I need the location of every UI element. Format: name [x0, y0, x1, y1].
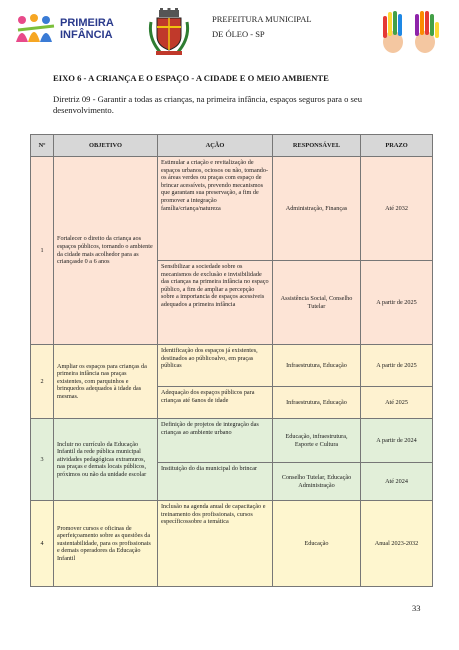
- prefeitura-line1: PREFEITURA MUNICIPAL: [212, 14, 312, 24]
- row-number: 3: [31, 419, 54, 501]
- acao-cell: Adequação dos espaços públicos para crianças até 6anos de idade: [158, 387, 273, 419]
- logo-line1: PRIMEIRA: [60, 17, 114, 29]
- responsavel-cell: Educação, infraestrutura, Esporte e Cultura: [273, 419, 361, 463]
- responsavel-cell: Infraestrutura, Educação: [273, 345, 361, 387]
- acao-cell: Sensibilizar a sociedade sobre os mecanismos de exclusão e invisibilidade das crianças na primeira infância no espaço público, a fim de ampliar a percepção sobre a importancia de espaços acessiveis adequados a primeira infância: [158, 261, 273, 345]
- responsavel-cell: Infraestrutura, Educação: [273, 387, 361, 419]
- municipal-crest-icon: [148, 8, 190, 56]
- row-number: 4: [31, 501, 54, 587]
- diretriz-text: Diretriz 09 - Garantir a todas as crianças, na primeira infância, espaços seguros para o seu desenvolvimento.: [53, 94, 363, 115]
- prazo-cell: Até 2032: [361, 157, 433, 261]
- table-row: [31, 345, 433, 387]
- prazo-cell: Até 2025: [361, 387, 433, 419]
- row-number: 2: [31, 345, 54, 419]
- objetivo-cell: Ampliar os espaços para crianças da primeira infância nas praças existentes, com parquinhos e brinquedos adequados à idade das mesmas.: [54, 345, 158, 419]
- eixo-title: EIXO 6 - A CRIANÇA E O ESPAÇO - A CIDADE E O MEIO AMBIENTE: [53, 73, 329, 83]
- header-num: Nº: [31, 135, 54, 157]
- prefeitura-name: [212, 12, 312, 42]
- children-figures-icon: [14, 12, 58, 46]
- page-header: [0, 0, 459, 62]
- objetivo-cell: Incluir no currículo da Educação Infantil da rede pública municipal atividades pedagógicas extramuros, nas praças e demais locais públicos, próximos ou não da unidade escolar: [54, 419, 158, 501]
- prazo-cell: A partir de 2025: [361, 261, 433, 345]
- acao-cell: Inclusão na agenda anual de capacitação e treinamento dos profissionais, cursos específicossobre a temática: [158, 501, 273, 587]
- header-acao: AÇÃO: [158, 135, 273, 157]
- responsavel-cell: Educação: [273, 501, 361, 587]
- objetivo-cell: Fortalecer o direito da criança aos espaços públicos, tornando o ambiente da cidade mais acolhedor para as criançasde 0 a 6 anos: [54, 157, 158, 345]
- prazo-cell: Até 2024: [361, 463, 433, 501]
- acao-cell: Identificação dos espaços já existentes, destinados ao públicoalvo, em praças públicas: [158, 345, 273, 387]
- table-row: [31, 157, 433, 261]
- table-row: [31, 501, 433, 587]
- acao-cell: Instituição do dia municipal do brincar: [158, 463, 273, 501]
- objetivo-cell: Promover cursos e oficinas de aperfeiçoamento sobre as questões da sustentabilidade, para os profissionais e demais operadores da Educação Infantil: [54, 501, 158, 587]
- responsavel-cell: Assistência Social, Conselho Tutelar: [273, 261, 361, 345]
- header-objetivo: OBJETIVO: [54, 135, 158, 157]
- acao-cell: Definição de projetos de integração das crianças ao ambiente urbano: [158, 419, 273, 463]
- header-prazo: PRAZO: [361, 135, 433, 157]
- table-row: [31, 419, 433, 463]
- prazo-cell: Anual 2023-2032: [361, 501, 433, 587]
- responsavel-cell: Conselho Tutelar, Educação Administração: [273, 463, 361, 501]
- row-number: 1: [31, 157, 54, 345]
- prefeitura-line2: DE ÓLEO - SP: [212, 29, 265, 39]
- painted-hands-icon: [375, 6, 445, 54]
- primeira-infancia-logo: [14, 12, 132, 46]
- logo-line2: INFÂNCIA: [60, 29, 113, 41]
- page-number: 33: [412, 603, 421, 613]
- header-responsavel: RESPONSÁVEL: [273, 135, 361, 157]
- table-header-row: [31, 135, 433, 157]
- acao-cell: Estimular a criação e revitalização de espaços urbanos, ociosos ou não, tomando-os áreas verdes ou praças com espaço de brincar acessíveis, prevendo mecanismos que garantam sua preservação, a fim de promover a integração família/criança/natureza: [158, 157, 273, 261]
- action-plan-table: [30, 134, 433, 587]
- responsavel-cell: Administração, Finanças: [273, 157, 361, 261]
- prazo-cell: A partir de 2025: [361, 345, 433, 387]
- prazo-cell: A partir de 2024: [361, 419, 433, 463]
